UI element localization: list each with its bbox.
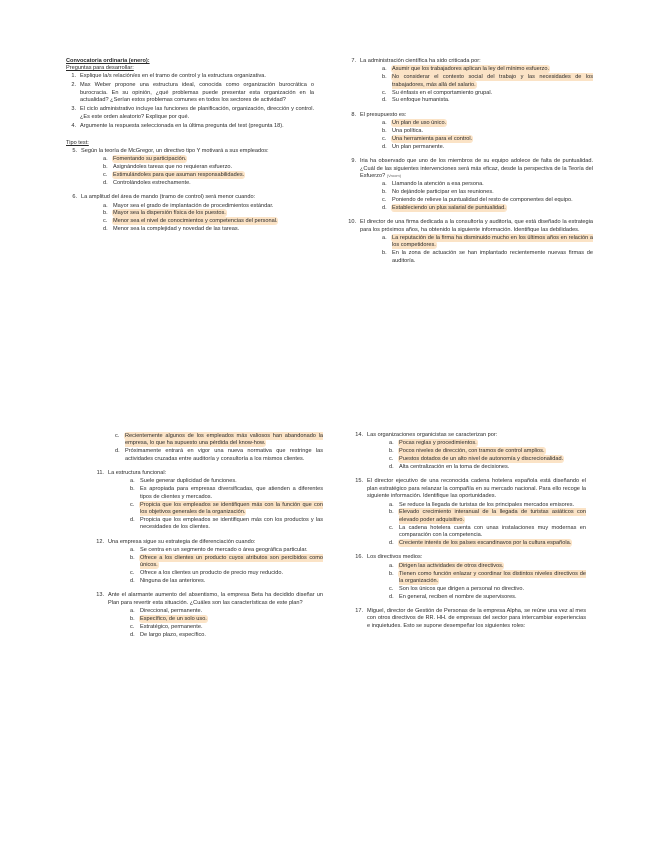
answer-option: a. Se centra en un segmento de mercado o área geográfica particular.: [130, 546, 308, 553]
answer-option: b. Mayor sea la dispersión física de los puestos.: [103, 210, 226, 217]
answer-option: a. Mayor sea el grado de implantación de procedimientos estándar.: [103, 202, 274, 209]
section-heading-development: Preguntas para desarrollar:: [66, 65, 134, 72]
answer-option: b. En la zona de actuación se han implantado recientemente nuevas firmas de auditoría.: [382, 250, 593, 264]
answer-option: b. No dejándole participar en las reuniones.: [382, 189, 494, 196]
answer-option: b. Específico, de un solo uso.: [130, 615, 207, 622]
question-text: Ante el alarmante aumento del absentismo, la empresa Beta ha decidido diseñar un Plan para revertir esta situación. ¿Cuáles son las características de este plan?: [108, 592, 323, 606]
answer-option: d. Controlándoles estrechamente.: [103, 179, 191, 186]
answer-option: c. La cadena hotelera cuenta con unas instalaciones muy modernas en comparación con la competencia.: [389, 524, 586, 538]
question-8: 8. El presupuesto es: a. Un plan de uso único. b. Una política. c. Una herramienta para el control. d. Un plan permanente.: [345, 112, 593, 151]
answer-option: c. Son los únicos que dirigen a personal no directivo.: [389, 585, 525, 592]
question-5: 5. Según la teoría de McGregor, un directivo tipo Y motivará a sus empleados: a. Fomentando su participación. b. Asignándoles tareas que no requieran esfuerzo. c. Estimulándoles para que asuman responsabilidades. d. Controlándoles estrechamente.: [66, 148, 314, 187]
answer-option: d. Próximamente entrará en vigor una nueva normativa que restringe las actividades cruzadas entre auditoría y consultoría a los mismos clientes.: [115, 448, 323, 462]
answer-option: d. De largo plazo, específico.: [130, 631, 206, 638]
answer-option: a. Llamando la atención a esa persona.: [382, 181, 484, 188]
question-9: 9. Iria ha observado que uno de los miembros de su equipo adolece de falta de puntualidad. ¿Cuál de las siguientes intervenciones será más eficaz, desde la perspectiva de la Teoría del Esfuerzo? (Vroom) a. Llamando la atención a esa persona. b. No dejándole participar en las reuniones. c. Poniendo de relieve la puntualidad del resto de componentes del equipo. d. Estableciendo un plus salarial de puntualidad.: [351, 158, 593, 211]
handwritten-note: (Vroom): [386, 172, 402, 178]
answer-option: a. Se reduce la llegada de turistas de los principales mercados emisores.: [389, 501, 575, 508]
answer-option: a. Pocas reglas y procedimientos.: [389, 440, 477, 447]
list-item: 4. Argumente la respuesta seleccionada en la última pregunta del test (pregunta 18).: [71, 123, 284, 129]
answer-option: d. Estableciendo un plus salarial de puntualidad.: [382, 204, 506, 211]
answer-option: a. Fomentando su participación.: [103, 156, 187, 163]
answer-option: d. Menor sea la complejidad y novedad de las tareas.: [103, 226, 240, 233]
list-item: 3. El ciclo administrativo incluye las funciones de planificación, organización, dirección y control. ¿Es este orden aleatorio? Explique por qué.: [71, 106, 314, 120]
answer-option: c. Su énfasis en el comportamiento grupal.: [382, 89, 493, 96]
answer-option: a. La reputación de la firma ha disminuido mucho en los últimos años en relación a los competidores.: [382, 235, 593, 249]
answer-option: b. Tienen como función enlazar y coordinar los distintos niveles directivos de la organización.: [389, 570, 586, 584]
question-14: 14. Las organizaciones organicistas se caracterizan por: a. Pocas reglas y procedimientos. b. Pocos niveles de dirección, con tramos de control amplios. c. Puestos dotados de un alto nivel de autonomía y discrecionalidad. d. Alta centralización en la toma de decisiones.: [352, 432, 586, 471]
answer-option: b. Una política.: [382, 128, 424, 134]
development-questions: [66, 73, 314, 131]
question-text: Los directivos medios:: [367, 554, 423, 561]
answer-option: a. Asumir que los trabajadores aplican la ley del mínimo esfuerzo.: [382, 66, 550, 73]
column-bottom-left: [93, 432, 323, 639]
answer-option: a. Un plan de uso único.: [382, 120, 447, 127]
answer-option: a. Dirigen las actividades de otros directivos.: [389, 562, 504, 569]
answer-option: c. Una herramienta para el control.: [382, 135, 473, 142]
question-text: La amplitud del área de mando (tramo de control) será menor cuando:: [81, 194, 256, 201]
answer-option: d. Alta centralización en la toma de decisiones.: [389, 464, 510, 470]
question-text: Según la teoría de McGregor, un directivo tipo Y motivará a sus empleados:: [81, 147, 269, 154]
answer-option: d. En general, reciben el nombre de supervisores.: [389, 593, 517, 600]
answer-option: c. Propicia que los empleados se identifiquen más con la función que con los objetivos generales de la organización.: [130, 501, 323, 515]
column-bottom-right: [352, 432, 586, 630]
answer-option: a. Suele generar duplicidad de funciones.: [130, 478, 237, 485]
column-top-right: [345, 58, 593, 265]
answer-option: c. Menor sea el nivel de conocimientos y competencias del personal.: [103, 218, 278, 225]
question-16: 16. Los directivos medios: a. Dirigen las actividades de otros directivos. b. Tienen como función enlazar y coordinar los distintos niveles directivos de la organización. c. Son los únicos que dirigen a personal no directivo. d. En general, reciben el nombre de supervisores.: [355, 554, 586, 600]
question-text: La administración científica ha sido criticada por:: [360, 58, 481, 64]
answer-option: b. Asignándoles tareas que no requieran esfuerzo.: [103, 164, 233, 170]
question-10: 10. El director de una firma dedicada a la consultoría y auditoría, que está diseñado la estrategia para los próximos años, ha obtenido la siguiente información. Identifique las debilidades. a. La reputación de la firma ha disminuido mucho en los últimos años en relación a los competidores. b. En la zona de actuación se han implantado recientemente nuevas firmas de auditoría.: [348, 219, 593, 264]
answer-option: d. Propicia que los empleados se identifiquen más con los productos y las necesidades de los clientes.: [130, 516, 323, 531]
exam-title: Convocatoria ordinaria (enero):: [66, 58, 150, 64]
question-text: Una empresa sigue su estrategia de diferenciación cuando:: [108, 538, 256, 545]
question-text: El director ejecutivo de una reconocida cadena hotelera española está diseñando el plan estratégico para relanzar la compañía en su mercado nacional. Para ello recoge la siguiente información. Identifique las oportunidades.: [367, 478, 586, 500]
answer-option: c. Estimulándoles para que asuman responsabilidades.: [103, 171, 245, 178]
answer-option: b. Es apropiada para empresas diversificadas, que atienden a diferentes tipos de clientes y mercados.: [130, 486, 323, 500]
list-item: 2. Max Weber propone una estructura ideal, conocida como organización burocrática o burocracia. En su opinión, ¿qué problemas puede presentar esta organización en la actualidad? ¿Serían estos problemas comunes en todos los sectores de actividad?: [71, 82, 314, 103]
question-6: 6. La amplitud del área de mando (tramo de control) será menor cuando: a. Mayor sea el grado de implantación de procedimientos estándar. b. Mayor sea la dispersión física de los puestos. c. Menor sea el nivel de conocimientos y competencias del personal. d. Menor sea la complejidad y novedad de las tareas.: [66, 194, 314, 233]
answer-option: d. Un plan permanente.: [382, 143, 445, 150]
question-17: 17. Miguel, director de Gestión de Personas de la empresa Alpha, se reúne una vez al mes con otros directivos de RR. HH. de empresas del sector para intercambiar experiencias e inquietudes. Esto se supone desempeñar los siguientes roles:: [355, 608, 586, 629]
answer-option: a. Direccional, permanente.: [130, 608, 203, 614]
column-top-left: [66, 58, 314, 234]
question-text: La estructura funcional:: [108, 470, 167, 476]
answer-option: b. No considerar el contexto social del trabajo y las necesidades de los trabajadores, más allá del salario.: [382, 74, 593, 88]
answer-option: b. Pocos niveles de dirección, con tramos de control amplios.: [389, 448, 545, 455]
question-12: 12. Una empresa sigue su estrategia de diferenciación cuando: a. Se centra en un segmento de mercado o área geográfica particular. b. Ofrece a los clientes un producto cuyos atributos son percibidos como únicos. c. Ofrece a los clientes un producto de precio muy reducido. d. Ninguna de las anteriores.: [96, 538, 323, 584]
answer-option: c. Estratégico, permanente.: [130, 623, 203, 630]
question-text: Las organizaciones organicistas se caracterizan por:: [367, 432, 498, 438]
answer-option: c. Poniendo de relieve la puntualidad del resto de componentes del equipo.: [382, 197, 573, 203]
question-7: 7. La administración científica ha sido criticada por: a. Asumir que los trabajadores aplican la ley del mínimo esfuerzo. b. No considerar el contexto social del trabajo y las necesidades de los trabajadores, más allá del salario. c. Su énfasis en el comportamiento grupal. d. Su enfoque humanista.: [351, 58, 593, 104]
question-13: 13. Ante el alarmante aumento del absentismo, la empresa Beta ha decidido diseñar un Plan para revertir esta situación. ¿Cuáles son las características de este plan? a. Direccional, permanente. b. Específico, de un solo uso. c. Estratégico, permanente. d. De largo plazo, específico.: [96, 592, 323, 638]
answer-option: c. Puestos dotados de un alto nivel de autonomía y discrecionalidad.: [389, 456, 564, 463]
answer-option: d. Creciente interés de los países escandinavos por la cultura española.: [389, 539, 572, 546]
answer-option: c. Ofrece a los clientes un producto de precio muy reducido.: [130, 570, 284, 576]
section-heading-test: Tipo test:: [66, 140, 89, 147]
question-10-continued: [93, 433, 323, 463]
question-text: El presupuesto es:: [360, 111, 407, 118]
answer-option: c. Recientemente algunos de los empleados más valiosos han abandonado la empresa, lo que ha supuesto una pérdida del know-how.: [115, 433, 323, 447]
question-text: Miguel, director de Gestión de Personas de la empresa Alpha, se reúne una vez al mes con otros directivos de RR. HH. de empresas del sector para intercambiar experiencias e inquietudes. Esto se supone desempeñar los siguientes roles:: [367, 608, 586, 629]
answer-option: d. Su enfoque humanista.: [382, 97, 450, 104]
list-item: 1. Explique la/s relación/es en el tramo de control y la estructura organizativa.: [71, 72, 266, 79]
answer-option: d. Ninguna de las anteriores.: [130, 577, 206, 584]
question-15: 15. El director ejecutivo de una reconocida cadena hotelera española está diseñando el plan estratégico para relanzar la compañía en su mercado nacional. Para ello recoge la siguiente información. Identifique las oportunidades. a. Se reduce la llegada de turistas de los principales mercados emisores. b. Elevado crecimiento interanual de la llegada de turistas asiáticos con elevado poder adquisitivo. c. La cadena hotelera cuenta con unas instalaciones muy modernas en comparación con la competencia. d. Creciente interés de los países escandinavos por la cultura española.: [355, 478, 586, 546]
question-text: Iria ha observado que uno de los miembros de su equipo adolece de falta de puntualidad. ¿Cuál de las siguientes intervenciones será más eficaz, desde la perspectiva de la Teoría del Esfuerzo? (Vroom): [360, 158, 593, 179]
question-text: El director de una firma dedicada a la consultoría y auditoría, que está diseñado la estrategia para los próximos años, ha obtenido la siguiente información. Identifique las debilidades.: [360, 219, 593, 233]
question-11: 11. La estructura funcional: a. Suele generar duplicidad de funciones. b. Es apropiada para empresas diversificadas, que atienden a diferentes tipos de clientes y mercados. c. Propicia que los empleados se identifiquen más con la función que con los objetivos generales de la organización. d. Propicia que los empleados se identifiquen más con los productos y las necesidades de los clientes.: [96, 470, 323, 531]
answer-option: b. Ofrece a los clientes un producto cuyos atributos son percibidos como únicos.: [130, 554, 323, 569]
answer-option: b. Elevado crecimiento interanual de la llegada de turistas asiáticos con elevado poder adquisitivo.: [389, 509, 586, 523]
